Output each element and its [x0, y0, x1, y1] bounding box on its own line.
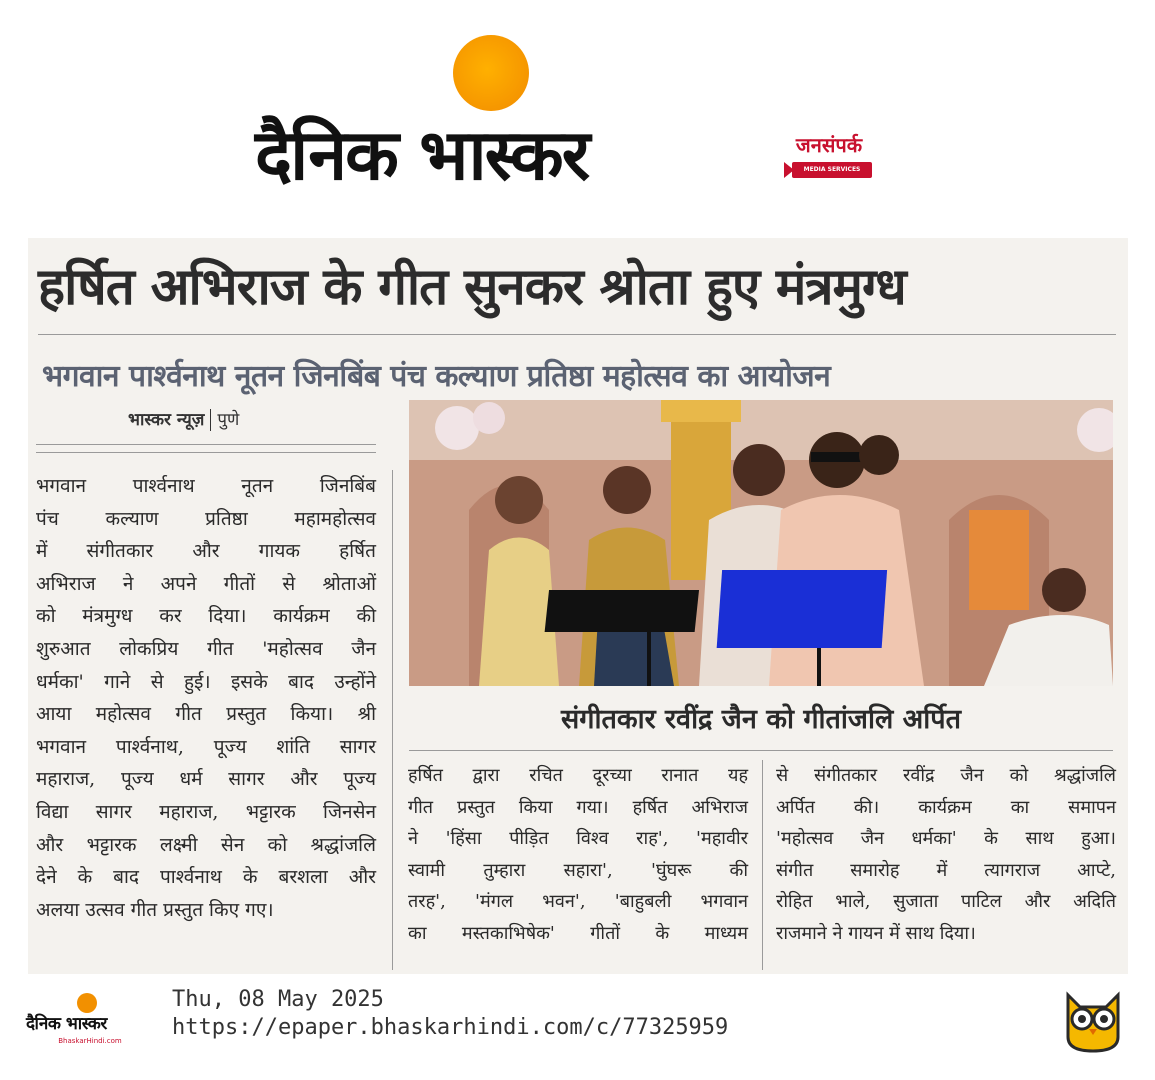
footer-date: Thu, 08 May 2025	[172, 987, 384, 1012]
article-subheadline: भगवान पार्श्वनाथ नूतन जिनबिंब पंच कल्याण प्रतिष्ठा महोत्सव का आयोजन	[42, 359, 831, 394]
masthead-sun-logo	[453, 35, 529, 111]
masthead-title: दैनिक भास्कर	[255, 114, 589, 196]
photo-caption: संगीतकार रवींद्र जैन को गीतांजलि अर्पित	[561, 704, 961, 735]
text-line: हर्षित द्वारा रचित दूरच्या रानात यह	[408, 765, 748, 786]
caption-rule	[409, 750, 1113, 751]
text-line: महाराज, पूज्य धर्म सागर और पूज्य	[36, 768, 376, 791]
text-line: अर्पित की। कार्यक्रम का समापन	[776, 796, 1116, 818]
partner-logo-name: जनसंपर्क	[795, 133, 863, 157]
text-line: भगवान पार्श्वनाथ नूतन जिनबिंब	[36, 475, 376, 497]
byline-rule-top	[36, 444, 376, 445]
partner-logo-subtitle: MEDIA SERVICES	[792, 162, 872, 178]
footer-brand: दैनिक भास्कर	[26, 1014, 107, 1034]
text-line: तरह', 'मंगल भवन', 'बाहुबली भगवान	[408, 891, 748, 913]
text-line: को मंत्रमुग्ध कर दिया। कार्यक्रम की	[36, 605, 376, 628]
text-line: भगवान पार्श्वनाथ, पूज्य शांति सागर	[36, 735, 376, 758]
text-line: स्वामी तुम्हारा सहारा', 'घुंघरू की	[408, 859, 748, 881]
text-line: धर्मका' गाने से हुई। इसके बाद उन्होंने	[36, 670, 376, 693]
text-line: और भट्टारक लक्ष्मी सेन को श्रद्धांजलि	[36, 833, 376, 856]
text-line: में संगीतकार और गायक हर्षित	[36, 540, 376, 563]
text-line: रोहित भाले, सुजाता पाटिल और अदिति	[776, 891, 1116, 913]
text-line: आया महोत्सव गीत प्रस्तुत किया। श्री	[36, 703, 376, 726]
text-line: संगीत समारोह में त्यागराज आप्टे,	[776, 859, 1116, 881]
headline-divider	[38, 334, 1116, 335]
text-line: ने 'हिंसा पीड़ित विश्व राह', 'महावीर	[408, 828, 748, 850]
footer-brand-site: BhaskarHindi.com	[58, 1037, 122, 1045]
text-line: 'महोत्सव जैन धर्मका' के साथ हुआ।	[776, 828, 1116, 850]
text-line: गीत प्रस्तुत किया गया। हर्षित अभिराज	[408, 796, 748, 818]
byline-agency: भास्कर न्यूज़	[128, 410, 205, 430]
footer-sun-logo	[77, 993, 97, 1013]
article-column-left	[36, 470, 376, 970]
performers-illustration	[409, 400, 1113, 686]
text-line: का मस्तकाभिषेक' गीतों के माध्यम	[408, 922, 748, 944]
text-line: राजमाने ने गायन में साथ दिया।	[776, 922, 976, 944]
byline-rule-bottom	[36, 452, 376, 453]
partner-logo	[784, 130, 874, 196]
byline	[128, 404, 408, 436]
text-line: विद्या सागर महाराज, भट्टारक जिनसेन	[36, 800, 376, 823]
byline-city: पुणे	[217, 410, 240, 430]
column-divider	[392, 470, 393, 970]
text-line: अभिराज ने अपने गीतों से श्रोताओं	[36, 572, 376, 595]
owl-icon	[1062, 985, 1124, 1053]
footer-url[interactable]: https://epaper.bhaskarhindi.com/c/77325959	[172, 1015, 729, 1040]
article-column-right	[776, 760, 1116, 970]
text-line: पंच कल्याण प्रतिष्ठा महामहोत्सव	[36, 507, 376, 530]
column-divider	[762, 760, 763, 970]
text-line: अलया उत्सव गीत प्रस्तुत किए गए।	[36, 898, 274, 921]
article-column-middle	[408, 760, 748, 970]
article-headline: हर्षित अभिराज के गीत सुनकर श्रोता हुए मंत्रमुग्ध	[38, 258, 906, 317]
text-line: शुरुआत लोकप्रिय गीत 'महोत्सव जैन	[36, 637, 376, 660]
article-photo	[409, 400, 1113, 686]
text-line: से संगीतकार रवींद्र जैन को श्रद्धांजलि	[776, 765, 1116, 786]
text-line: देने के बाद पार्श्वनाथ के बरशला और	[36, 866, 376, 889]
byline-separator	[210, 409, 211, 431]
